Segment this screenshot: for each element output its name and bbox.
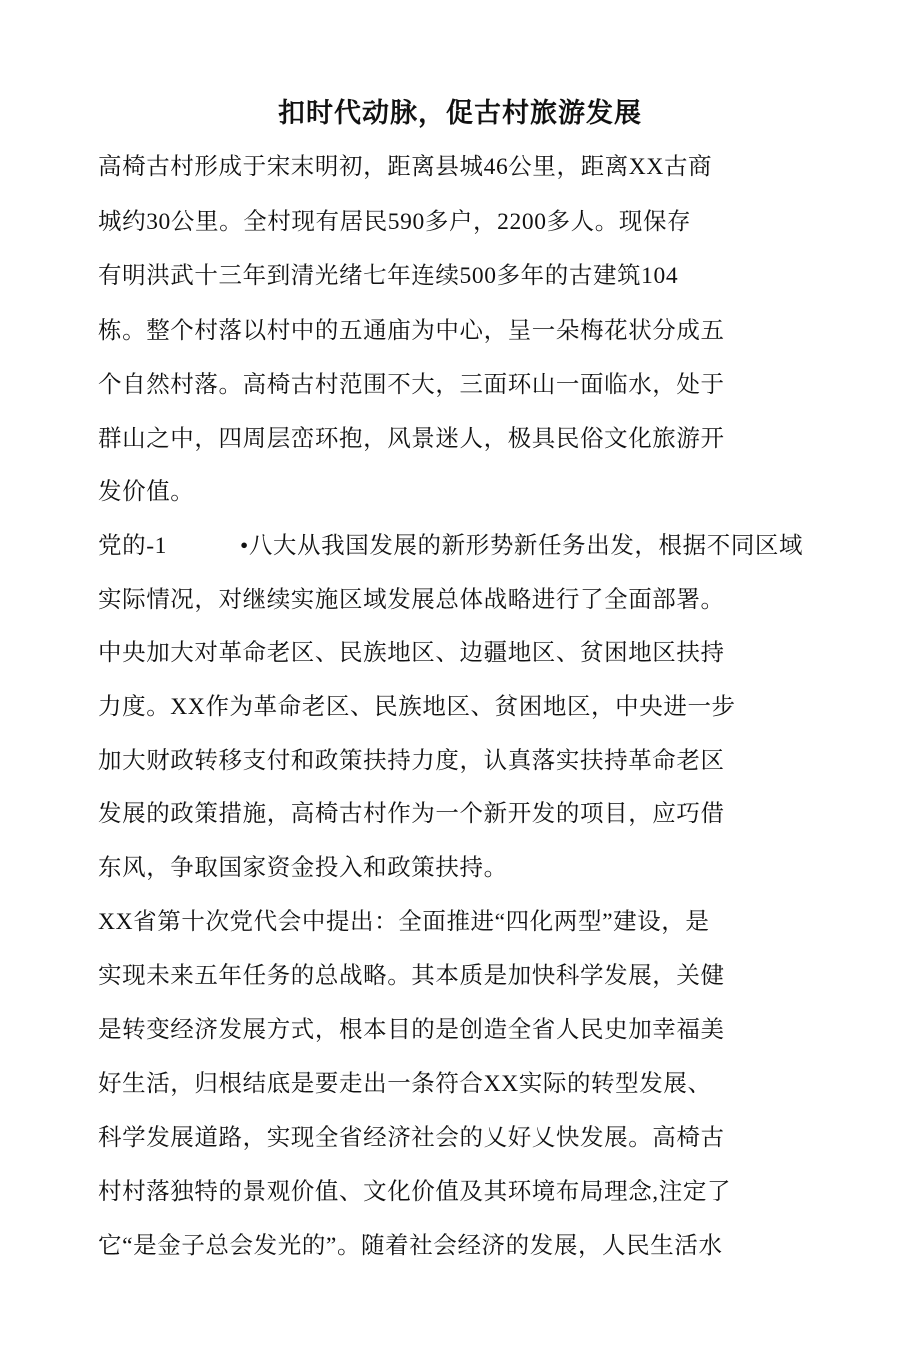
text-line: 好生活，归根结底是要走出一条符合XX实际的转型发展、 <box>98 1071 712 1097</box>
text-line <box>98 531 838 561</box>
text-line: 实现未来五年任务的总战略。其本质是加快科学发展，关健 <box>98 963 725 989</box>
text-line: 加大财政转移支付和政策扶持力度，认真落实扶持革命老区 <box>98 748 725 774</box>
text-line: 中央加大对革命老区、民族地区、边疆地区、贫困地区扶持 <box>98 640 725 666</box>
text-line: XX省第十次党代会中提出：全面推进“四化两型”建设，是 <box>98 909 710 935</box>
text-line: 有明洪武十三年到清光绪七年连续500多年的古建筑104 <box>98 263 679 289</box>
text-line: 力度。XX作为革命老区、民族地区、贫困地区，中央进一步 <box>98 694 736 720</box>
text-line: 东风，争取国家资金投入和政策扶持。 <box>98 855 508 881</box>
text-line: 发价值。 <box>98 479 195 505</box>
text-line: 是转变经济发展方式，根本目的是创造全省人民史加幸福美 <box>98 1017 725 1043</box>
text-line: 它“是金子总会发光的”。随着社会经济的发展，人民生活水 <box>98 1233 723 1259</box>
text-line: 科学发展道路，实现全省经济社会的乂好乂快发展。高椅古 <box>98 1125 725 1151</box>
line-bullet-text: •八大从我国发展的新形势新任务出发，根据不同区域 <box>240 533 804 559</box>
text-line: 城约30公里。全村现有居民590多户，2200多人。现保存 <box>98 209 692 235</box>
text-line: 群山之中，四周层峦环抱，风景迷人，极具民俗文化旅游开 <box>98 426 725 452</box>
text-line: 实际情况，对继续实施区域发展总体战略进行了全面部署。 <box>98 587 725 613</box>
page-title: 扣时代动脉，促古村旅游发展 <box>278 98 642 128</box>
text-line: 高椅古村形成于宋末明初，距离县城46公里，距离XX古商 <box>98 154 713 180</box>
text-line: 发展的政策措施，高椅古村作为一个新开发的项目，应巧借 <box>98 801 725 827</box>
text-line: 个自然村落。高椅古村范围不大，三面环山一面临水，处于 <box>98 372 725 398</box>
line-prefix: 党的-1 <box>98 533 167 559</box>
text-line: 栋。整个村落以村中的五通庙为中心，呈一朵梅花状分成五 <box>98 318 725 344</box>
text-line: 村村落独特的景观价值、文化价值及其环境布局理念,注定了 <box>98 1179 732 1205</box>
